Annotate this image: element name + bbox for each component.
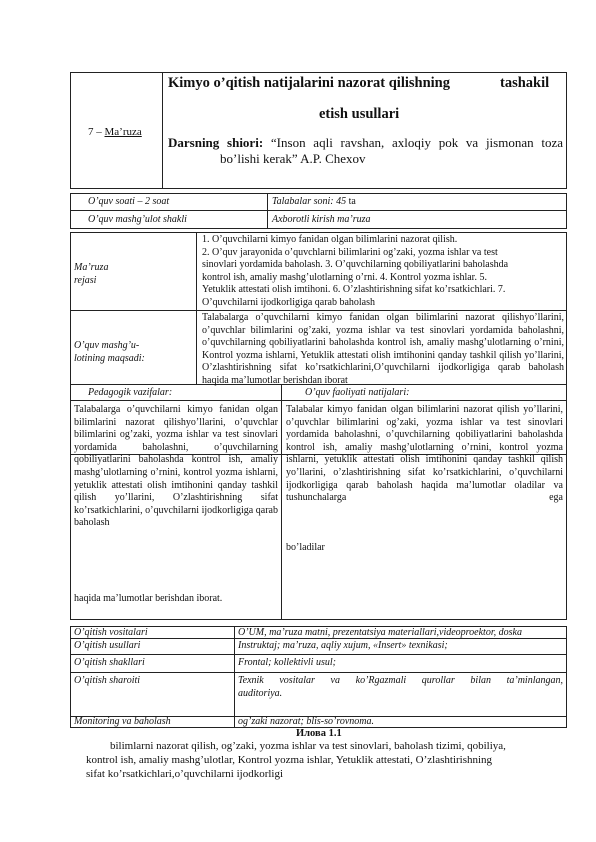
methods-hline — [70, 654, 567, 655]
lecture-number — [88, 126, 142, 139]
keywords-line: bilimlarni nazorat qilish, og’zaki, yozma ishlar va test sinovlari, baholash tizimi, qobiliya, — [110, 740, 506, 752]
methods-label: O’qitish sharoiti — [74, 675, 141, 686]
pedagogical-tasks-last: haqida ma’lumotlar berishdan iborat. — [74, 593, 223, 604]
methods-label: Monitoring va baholash — [74, 716, 171, 727]
methods-value: Texnik vositalar va ko’Rgazmali qurollar bilan ta’minlangan, — [238, 675, 563, 686]
methods-value-cont: auditoriya. — [238, 688, 283, 699]
lesson-form-value: Axborotli kirish ma’ruza — [272, 214, 371, 225]
lecture-word: Ma’ruza — [104, 126, 142, 138]
appendix-heading: Илова 1.1 — [296, 728, 342, 739]
methods-value: Frontal; kollektivli usul; — [238, 657, 336, 668]
methods-label: O’qitish shakllari — [74, 657, 145, 668]
tasks-body-divider — [281, 400, 282, 620]
plan-line: sinovlari yordamida baholash. 3. O’quvchilarning qobiliyatlarini baholashda — [202, 259, 509, 271]
motto-label: Darsning shiori: — [168, 135, 264, 150]
plan-line: 2. O’quv jarayonida o’quvchlarni bilimlarini og’zaki, yozma ishlar va test — [202, 246, 498, 258]
methods-label: O’qitish usullari — [74, 640, 141, 651]
lecture-title-line2: etish usullari — [319, 106, 400, 122]
goal-text: Talabalarga o’quvchilarni kimyo fanidan olgan bilimlarini nazorat qilishyo’llarini, o’quvchlar bilimlarini og’zaki, yozma ishlar va test sinovlari yordamida baholashni, o’quvchilarning qobiliyatlarini baholashda kontrol ish, amaliy mashg’ulotlarning o’rnini, Kontrol yozma ishlarni, Yetuklik attestati olish imtihonini qanday tashkil qilish yo’llarini, O’zlashtirishning sifat ko’rsatkichlarini,O’quvchilarni ijodkorligiga qarab baholash — [202, 312, 564, 374]
plan-label-1: Ma’ruza — [74, 262, 109, 273]
plan-line: kontrol ish, amaliy mashg’ulotlarning o’rni. 4. Kontrol yozma ishlar. 5. — [202, 271, 487, 283]
methods-value: og’zaki nazorat; blis-so’rovnoma. — [238, 716, 375, 727]
learning-outcomes-header: O’quv faoliyati natijalari: — [305, 387, 410, 398]
study-hours: O’quv soati – 2 soat — [88, 196, 170, 207]
info-row-1-divider — [267, 193, 268, 211]
lecture-motto — [168, 135, 563, 151]
methods-hline — [70, 672, 567, 673]
methods-label: O’qitish vositalari — [74, 627, 148, 638]
plan-label-2: rejasi — [74, 274, 97, 286]
students-label: Talabalar soni: 45 — [272, 196, 347, 207]
motto-text-1: “Inson aqli ravshan, axloqiy pok va jismonan toza — [270, 135, 564, 150]
plan-text — [202, 234, 564, 310]
students-count — [272, 196, 356, 209]
goal-label-2: lotining maqsadi: — [74, 352, 145, 364]
pedagogical-tasks-header: Pedagogik vazifalar: — [88, 387, 173, 398]
plan-line: 1. O’quvchilarni kimyo fanidan olgan bilimlarini nazorat qilish. — [202, 234, 458, 245]
learning-outcomes-text: Talabalar kimyo fanidan olgan bilimlarini nazorat qilish yo’llarini, o’quvchlar bilimlarini og’zaki, yozma ishlar va test sinovlari yordamida baholashni, o’quvchilarning qobiliyatlarini baholashda kontrol ish, amaliy mashg’ulotlarning o’rnini, kontrol yozma ishlarni, yetuklik attestati olish imtihonini qanday tashkil qilish yo’llarini, o’zlashtirishning sifat ko’rsatkichlarini, o’quvchilarni ijodkorligiga qarab baholash haqida ma’lumotlar oladilar va tushunchalarga ega — [286, 404, 563, 504]
plan-line: O’quvchilarni ijodkorligiga qarab baholash — [202, 296, 376, 308]
tasks-divider-top — [281, 384, 282, 400]
students-unit: ta — [346, 196, 356, 207]
motto-text-2: bo’lishi kerak” A.P. Chexov — [220, 151, 366, 166]
goal-label — [74, 340, 145, 365]
pedagogical-tasks-text: Talabalarga o’quvchilarni kimyo fanidan olgan bilimlarini nazorat qilishyo’llarini, o’quvchlar bilimlarini og’zaki, yozma ishlar va test sinovlari yordamida baholashni, o’quvchilarning qobiliyatlarini baholashda kontrol ish, amaliy mashg’ulotlarning o’rnini, kontrol yozma ishlarni, yetuklik attestati olish imtihonini qanday tashkil qilish yo’llarini, O’zlashtirishning sifat ko’rsatkichlarini, o’quvchilarni ijodkorligiga qarab baholash — [74, 404, 278, 529]
info-row-2-divider — [267, 211, 268, 229]
keywords-line: sifat ko’rsatkichlari,o’quvchilarni ijodkorligi — [86, 768, 284, 780]
lecture-header-divider — [162, 72, 163, 189]
learning-outcomes-last: bo’ladilar — [286, 542, 325, 553]
goal-label-1: O’quv mashg’u- — [74, 340, 140, 351]
lecture-number-text: 7 – — [88, 126, 105, 138]
methods-divider — [234, 626, 235, 728]
goal-text-last: haqida ma’lumotlar berishdan iborat — [202, 375, 348, 386]
methods-value: O’UM, ma’ruza matni, prezentatsiya materiallari,videoproektor, doska — [238, 627, 522, 638]
plan-goal-hline — [70, 310, 567, 311]
lecture-title-line1-left: Kimyo o’qitish natijalarini nazorat qilishning — [168, 75, 450, 91]
keywords-line: kontrol ish, amaliy mashg’ulotlar, Kontrol yozma ishlar, Yetuklik attestati, O’zlashtirishning — [86, 754, 493, 766]
plan-line: Yetuklik attestati olish imtihoni. 6. O’zlashtirishning sifat ko’rsatkichlari. 7. — [202, 284, 506, 296]
plan-label — [74, 262, 108, 287]
plan-goal-divider — [196, 232, 197, 384]
lecture-title-line1-right: tashakil — [500, 75, 550, 91]
lesson-form-label: O’quv mashg’ulot shakli — [88, 214, 187, 225]
methods-value: Instruktaj; ma’ruza, aqliy xujum, «Insert» texnikasi; — [238, 640, 448, 651]
